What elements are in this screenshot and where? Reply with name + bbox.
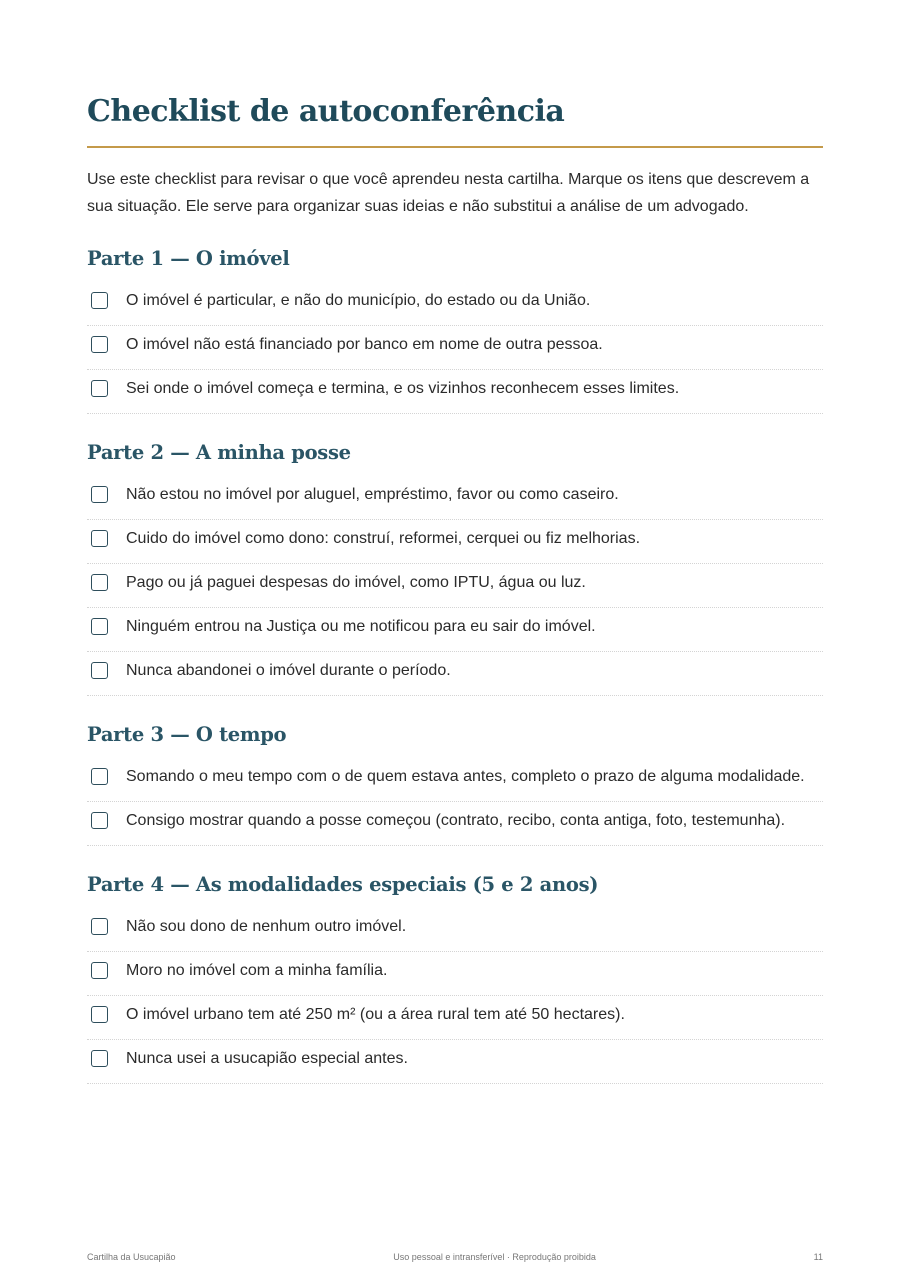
checkbox[interactable]	[91, 1006, 108, 1023]
checklist-item	[87, 652, 823, 696]
checkbox[interactable]	[91, 380, 108, 397]
section-4	[87, 870, 823, 1084]
page-title: Checklist de autoconferência	[87, 92, 823, 148]
section-title: Parte 2 — A minha posse	[87, 441, 351, 464]
checklist-item	[87, 758, 823, 802]
checkbox[interactable]	[91, 574, 108, 591]
checklist	[87, 476, 823, 696]
checklist-item	[87, 326, 823, 370]
checklist-item-text: O imóvel não está financiado por banco em nome de outra pessoa.	[126, 336, 603, 353]
checklist-item	[87, 282, 823, 326]
checkbox[interactable]	[91, 336, 108, 353]
checklist-item-text: Consigo mostrar quando a posse começou (contrato, recibo, conta antiga, foto, testemunha).	[126, 812, 786, 829]
section-3	[87, 720, 823, 846]
checklist-item-text: O imóvel é particular, e não do município, do estado ou da União.	[126, 292, 591, 309]
checkbox[interactable]	[91, 918, 108, 935]
section-title: Parte 1 — O imóvel	[87, 247, 290, 270]
checklist-item-text: Cuido do imóvel como dono: construí, reformei, cerquei ou fiz melhorias.	[126, 530, 641, 547]
checklist-item	[87, 608, 823, 652]
checkbox[interactable]	[91, 486, 108, 503]
checklist-item	[87, 802, 823, 846]
checklist-item	[87, 952, 823, 996]
checkbox[interactable]	[91, 812, 108, 829]
page-number: 11	[813, 1252, 823, 1262]
checkbox[interactable]	[91, 292, 108, 309]
checklist-item-text: Não estou no imóvel por aluguel, empréstimo, favor ou como caseiro.	[126, 486, 619, 503]
checklist-item-text: Ninguém entrou na Justiça ou me notificou para eu sair do imóvel.	[126, 618, 596, 635]
checklist-item-text: Somando o meu tempo com o de quem estava antes, completo o prazo de alguma modalidade.	[126, 768, 805, 785]
checkbox[interactable]	[91, 662, 108, 679]
checklist-item-text: Não sou dono de nenhum outro imóvel.	[126, 918, 407, 935]
section-title: Parte 4 — As modalidades especiais (5 e 2 anos)	[87, 873, 599, 896]
page-footer	[87, 1252, 823, 1262]
section-2	[87, 438, 823, 696]
checklist-item	[87, 564, 823, 608]
footer-title: Cartilha da Usucapião	[87, 1252, 176, 1262]
checkbox[interactable]	[91, 962, 108, 979]
checklist-item-text: Pago ou já paguei despesas do imóvel, como IPTU, água ou luz.	[126, 574, 586, 591]
checklist-item	[87, 996, 823, 1040]
section-1	[87, 244, 823, 414]
checklist-item	[87, 520, 823, 564]
checklist	[87, 758, 823, 846]
checkbox[interactable]	[91, 618, 108, 635]
checklist	[87, 282, 823, 414]
content	[87, 92, 823, 1084]
checklist-item-text: Nunca abandonei o imóvel durante o período.	[126, 662, 451, 679]
checklist-item	[87, 370, 823, 414]
checklist-item	[87, 476, 823, 520]
checkbox[interactable]	[91, 530, 108, 547]
checklist-item	[87, 908, 823, 952]
checklist-item-text: Nunca usei a usucapião especial antes.	[126, 1050, 408, 1067]
section-title: Parte 3 — O tempo	[87, 723, 287, 746]
checkbox[interactable]	[91, 768, 108, 785]
checklist-item-text: Sei onde o imóvel começa e termina, e os vizinhos reconhecem esses limites.	[126, 380, 680, 397]
checklist-item-text: Moro no imóvel com a minha família.	[126, 962, 388, 979]
checklist-item-text: O imóvel urbano tem até 250 m² (ou a área rural tem até 50 hectares).	[126, 1006, 625, 1023]
intro-paragraph: Use este checklist para revisar o que você aprendeu nesta cartilha. Marque os itens que descrevem a sua situação. Ele serve para organizar suas ideias e não substitui a análise de um advogado.	[87, 171, 810, 215]
footer-notice: Uso pessoal e intransferível · Reprodução proibida	[393, 1252, 596, 1262]
checklist	[87, 908, 823, 1084]
checkbox[interactable]	[91, 1050, 108, 1067]
checklist-item	[87, 1040, 823, 1084]
